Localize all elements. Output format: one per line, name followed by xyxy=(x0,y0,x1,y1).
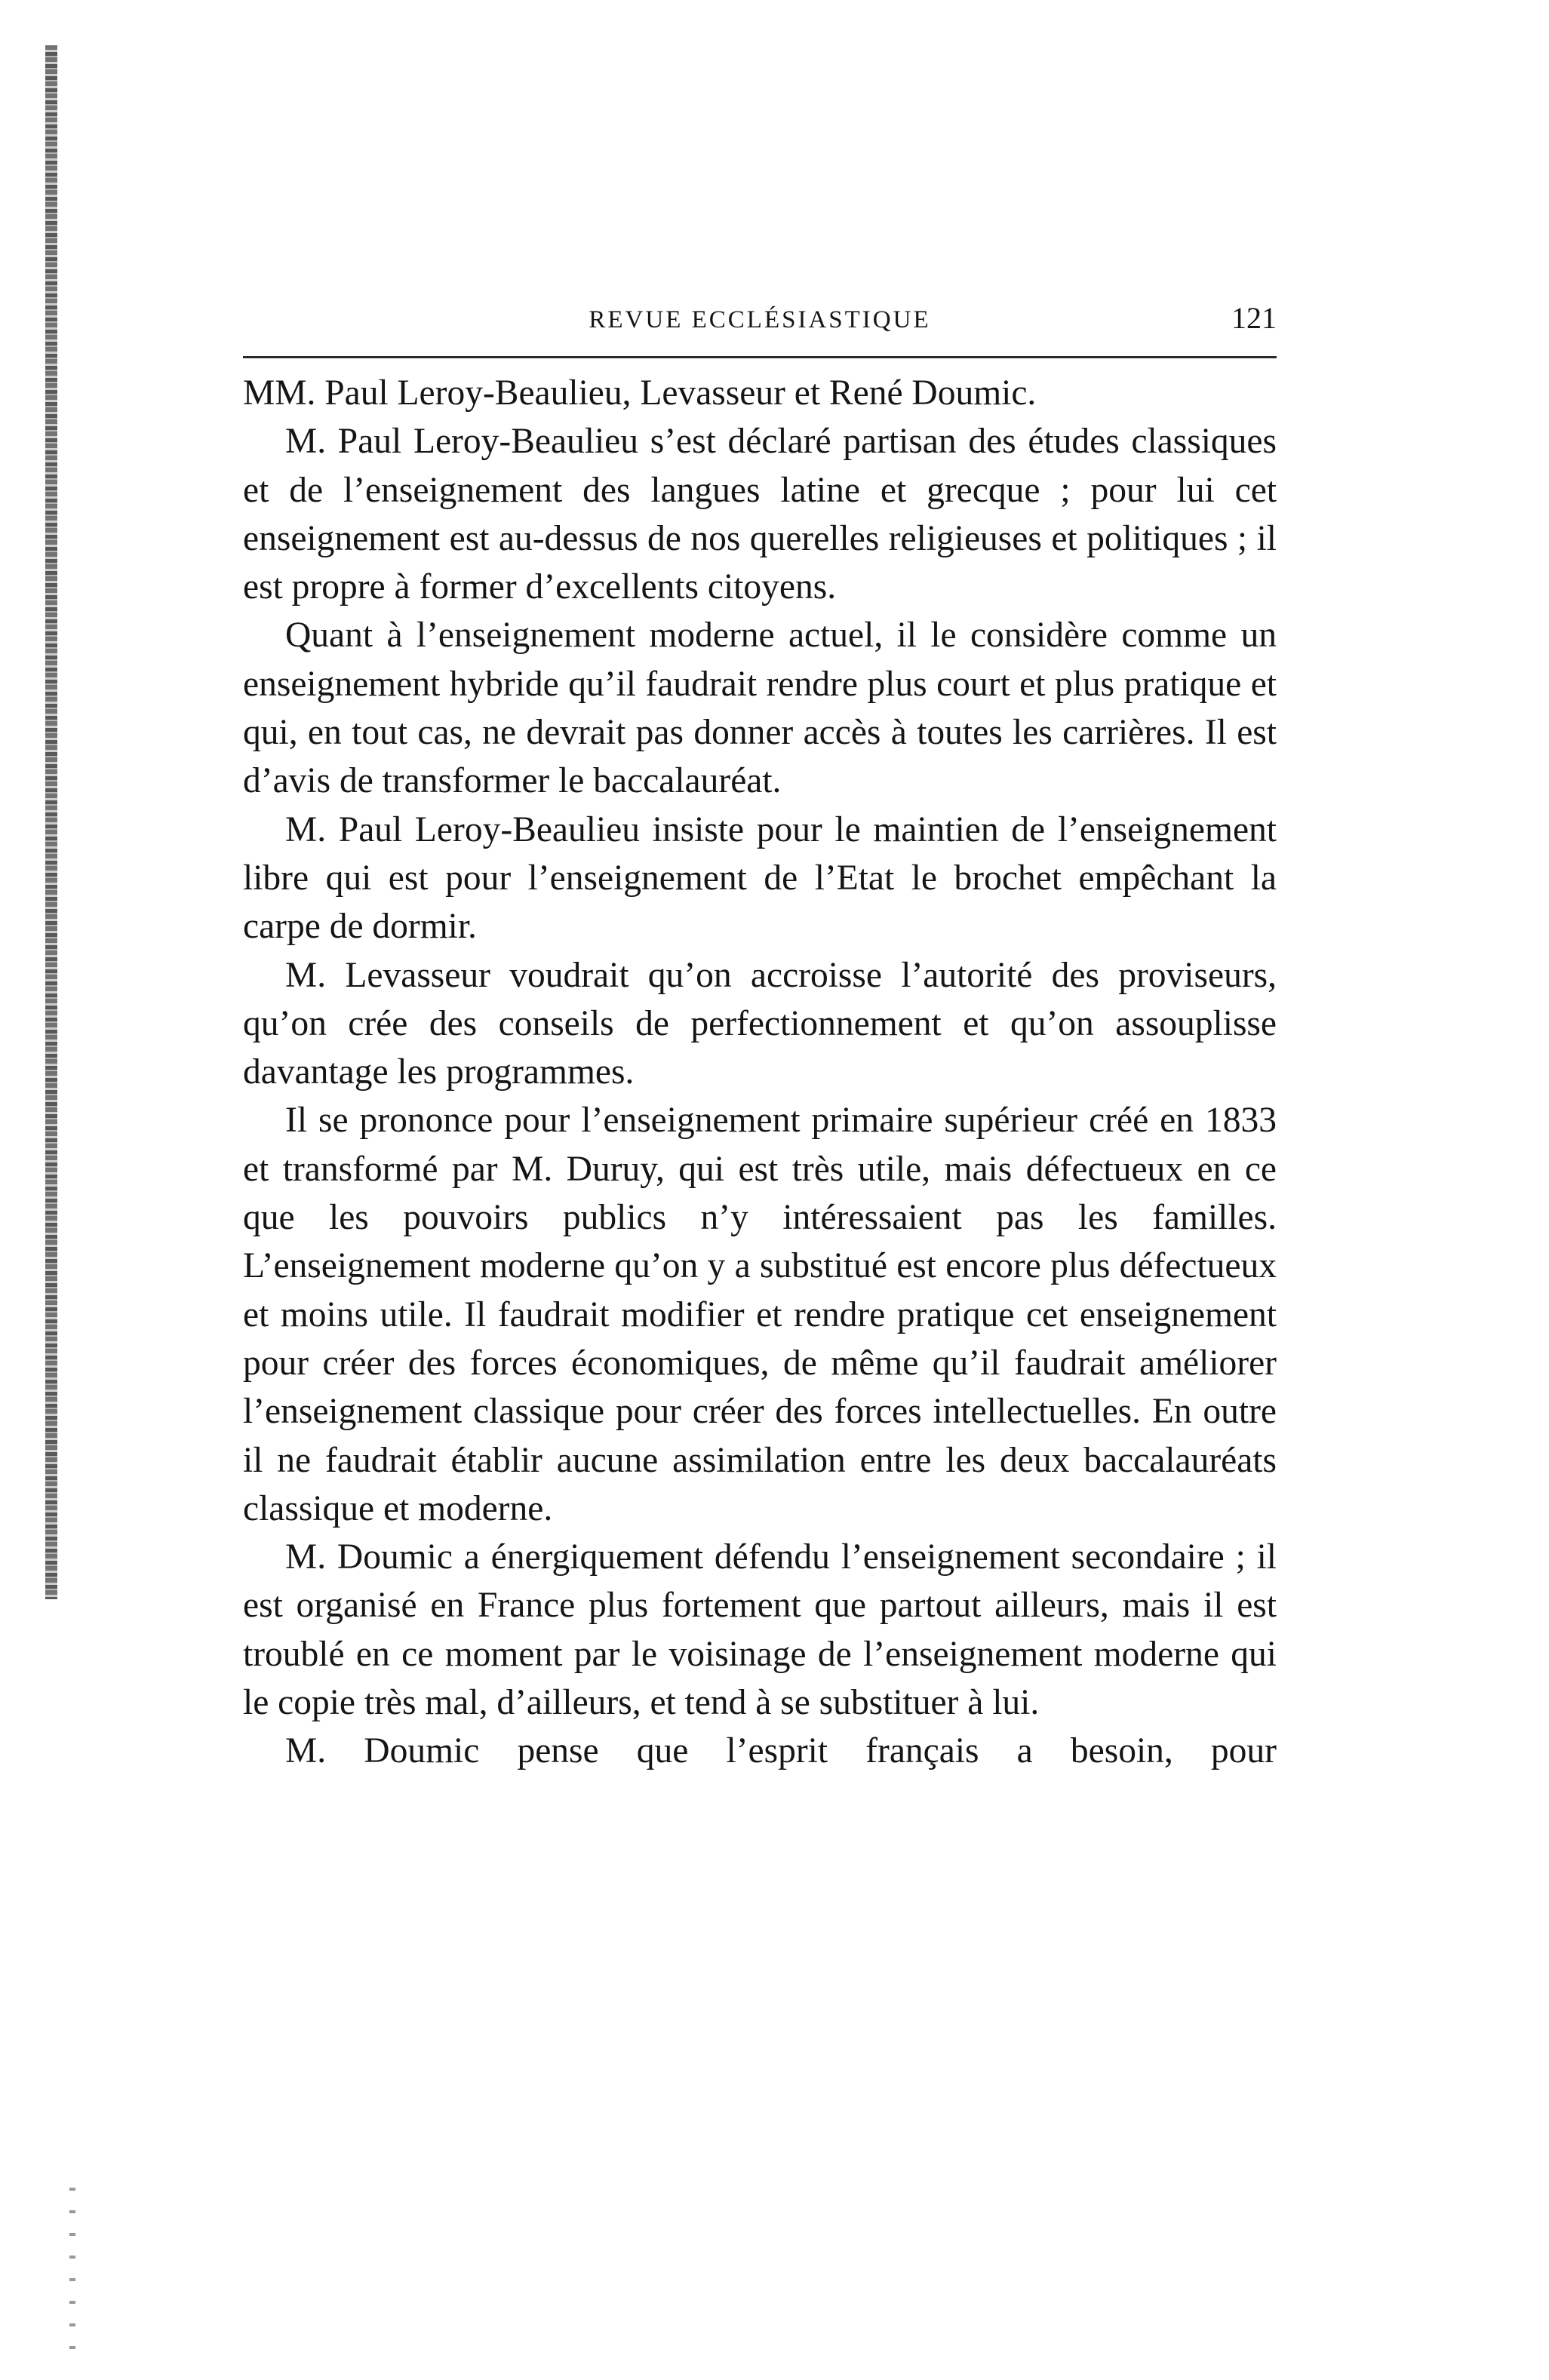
paragraph-8: M. Doumic pense que l’esprit français a besoin, pour xyxy=(285,1731,1277,1771)
paragraph-7: M. Doumic a énergiquement défendu l’enseignement secondaire ; il est organisé en France plus fortement que partout ailleurs, mais il est troublé en ce moment par le voisinage de l’enseignement moderne qui le copie très mal, d’ailleurs, et tend à se substituer à lui. xyxy=(243,1537,1277,1723)
page-number: 121 xyxy=(1231,301,1277,335)
running-head xyxy=(243,287,1277,339)
paragraph-1: MM. Paul Leroy-Beaulieu, Levasseur et René Doumic. xyxy=(243,373,1037,413)
paragraph-2: M. Paul Leroy-Beaulieu s’est déclaré partisan des études classiques et de l’enseignement des langues latine et grecque ; pour lui cet enseignement est au-dessus de nos querelles religieuses et politiques ; il est propre à former d’excellents citoyens. xyxy=(243,422,1277,607)
body-text xyxy=(243,369,1277,1776)
running-head-title: REVUE ECCLÉSIASTIQUE xyxy=(589,306,931,333)
paragraph-3: Quant à l’enseignement moderne actuel, il le considère comme un enseignement hybride qu’il faudrait rendre plus court et plus pratique et qui, en tout cas, ne devrait pas donner accès à toutes les carrières. Il est d’avis de transformer le baccalauréat. xyxy=(243,616,1277,801)
page xyxy=(243,287,1277,1776)
header-rule xyxy=(243,356,1277,358)
page-edge-specks xyxy=(69,2188,75,2369)
paragraph-5: M. Levasseur voudrait qu’on accroisse l’autorité des proviseurs, qu’on crée des conseils de perfectionnement et qu’on assouplisse davantage les programmes. xyxy=(243,955,1277,1092)
paragraph-4: M. Paul Leroy-Beaulieu insiste pour le maintien de l’enseignement libre qui est pour l’enseignement de l’Etat le brochet empêchant la carpe de dormir. xyxy=(243,809,1277,947)
paragraph-6: Il se prononce pour l’enseignement primaire supérieur créé en 1833 et transformé par M. Duruy, qui est très utile, mais défectueux en ce que les pouvoirs publics n’y intéressaient pas les familles. L’enseignement moderne qu’on y a substitué est encore plus défectueux et moins utile. Il faudrait modifier et rendre pratique cet enseignement pour créer des forces économiques, de même qu’il faudrait améliorer l’enseignement classique pour créer des forces intellectuelles. En outre il ne faudrait établir aucune assimilation entre les deux baccalauréats classique et moderne. xyxy=(243,1101,1277,1528)
binding-edge xyxy=(45,45,57,1599)
